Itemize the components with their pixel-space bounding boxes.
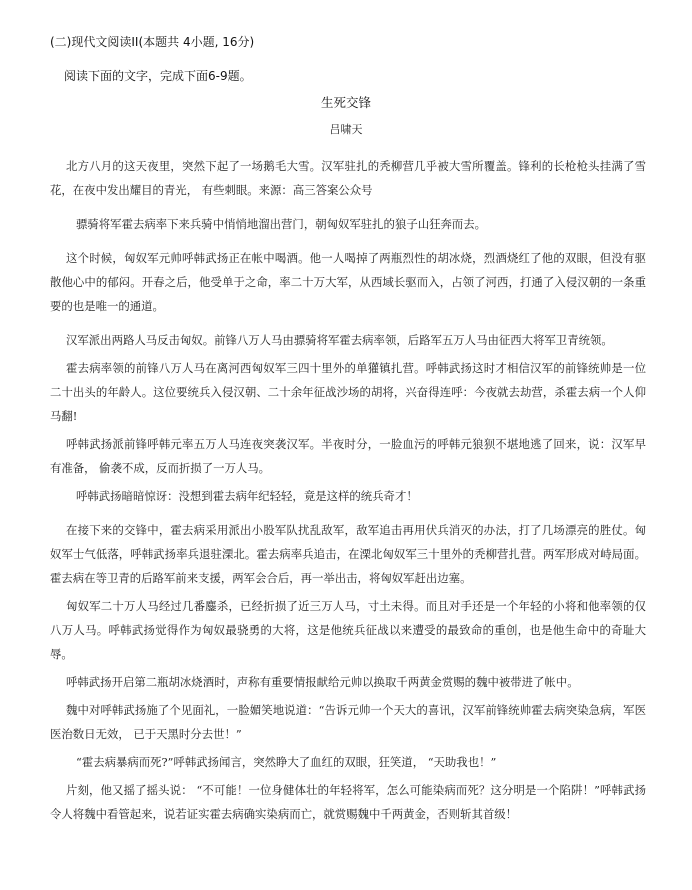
paragraph: 汉军派出两路人马反击匈奴。前锋八万人马由骠骑将军霍去病率领，后路军五万人马由征西大将军卫青统领。 (66, 333, 613, 347)
paragraph: 北方八月的这天夜里，突然下起了一场鹅毛大雪。汉军驻扎的秃柳营几乎被大雪所覆盖。锋利的长枪枪头挂满了雪花，在夜中发出耀目的青光， 有些刺眼。来源：高三答案公众号 (50, 159, 646, 197)
paragraph: 匈奴军二十万人马经过几番鏖杀，已经折损了近三万人马，寸土未得。而且对手还是一个年轻的小将和他率领的仅八万人马。呼韩武扬觉得作为匈奴最骁勇的大将，这是他统兵征战以来遭受的最致命的重创，也是他生命中的奇耻大辱。 (50, 599, 646, 661)
paragraph: 这个时候，匈奴军元帅呼韩武扬正在帐中喝酒。他一人喝掉了两瓶烈性的胡冰烧，烈酒烧红了他的双眼，但没有驱散他心中的郁闷。开春之后，他受单于之命，率二十万大军，从西域长驱而入，占领了河西，打通了入侵汉朝的一条重要的也是唯一的通道。 (50, 251, 646, 313)
article-author: 吕啸天 (329, 123, 363, 136)
article-body (50, 154, 646, 830)
reading-instruction: 阅读下面的文字，完成下面6-9题。 (64, 69, 252, 83)
paragraph: “霍去病暴病而死?”呼韩武扬闻言，突然睁大了血红的双眼，狂笑道， “天助我也！” (76, 755, 497, 769)
paragraph: 在接下来的交锋中，霍去病采用派出小股军队扰乱敌军，敌军追击再用伏兵消灭的办法，打了几场漂亮的胜仗。匈奴军士气低落，呼韩武扬率兵退驻溧北。霍去病率兵追击，在溧北匈奴军三十里外的秃柳营扎营。两军形成对峙局面。霍去病在等卫青的后路军前来支援，两军会合后，再一举出击，将匈奴军赶出边塞。 (50, 523, 646, 585)
paragraph: 呼韩武扬开启第二瓶胡冰烧酒时，声称有重要情报献给元帅以换取千两黄金赏赐的魏中被带进了帐中。 (66, 675, 579, 689)
paragraph: 呼韩武扬暗暗惊讶：没想到霍去病年纪轻轻，竟是这样的统兵奇才！ (76, 489, 418, 503)
paragraph: 霍去病率领的前锋八万人马在离河西匈奴军三四十里外的单獾镇扎营。呼韩武扬这时才相信汉军的前锋统帅是一位二十出头的年龄人。这位要统兵入侵汉朝、二十余年征战沙场的胡将，兴奋得连呼：今夜就去劫营，杀霍去病一个人仰马翻! (50, 361, 646, 423)
article-title: 生死交锋 (320, 95, 371, 110)
paragraph: 骠骑将军霍去病率下来兵骑中悄悄地溜出营门，朝匈奴军驻扎的狼子山狂奔而去。 (76, 217, 487, 231)
section-header: (二)现代文阅读II(本题共 4小题, 16分) (50, 35, 255, 49)
paragraph: 魏中对呼韩武扬施了个见面礼，一脸媚笑地说道：“告诉元帅一个天大的喜讯，汉军前锋统帅霍去病突染急病，军医医治数日无效， 已于天黑时分去世！” (50, 703, 646, 741)
paragraph: 呼韩武扬派前锋呼韩元率五万人马连夜突袭汉军。半夜时分，一脸血污的呼韩元狼狈不堪地逃了回来，说：汉军早有准备， 偷袭不成，反而折损了一万人马。 (50, 437, 646, 475)
paragraph: 片刻，他又摇了摇头说： “不可能！一位身健体壮的年轻将军，怎么可能染病而死？这分明是一个陷阱！”呼韩武扬令人将魏中看管起来，说若证实霍去病确实染病而亡，就赏赐魏中千两黄金，否则斩其首级！ (50, 783, 646, 821)
